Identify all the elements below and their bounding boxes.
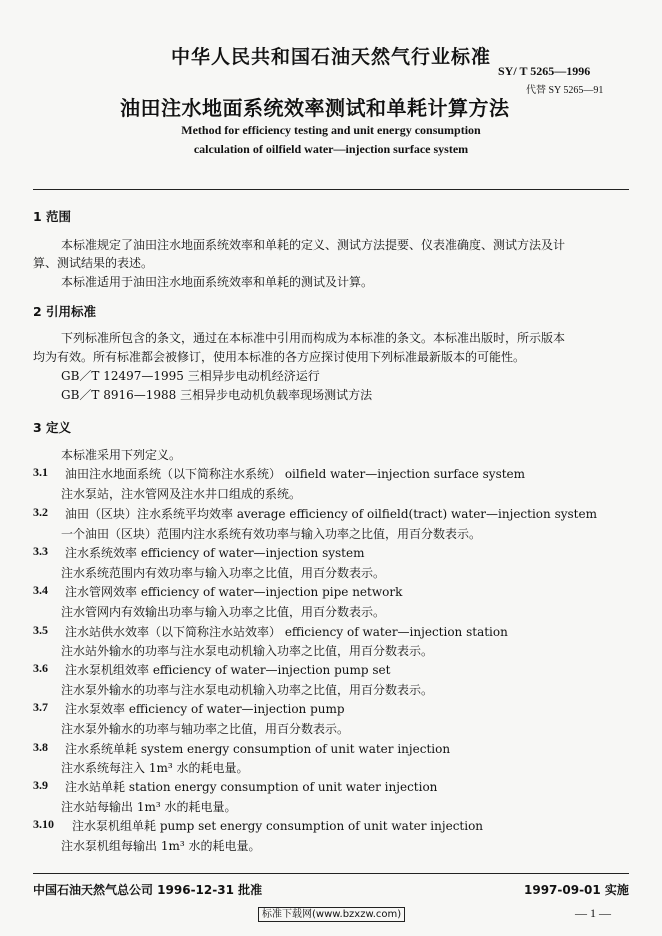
definition-description: 注水站外输水的功率与注水泵电动机输入功率之比值，用百分数表示。 [61,644,434,658]
definition-number: 3.1 [33,465,48,479]
footer-divider [33,873,629,874]
definition-number: 3.9 [33,778,48,792]
definition-term: 注水站单耗 station energy consumption of unit water injection [65,780,438,794]
section-2-heading: 2 引用标准 [33,304,97,319]
standard-number: SY/ T 5265—1996 [498,64,591,78]
watermark-link[interactable]: 标准下载网(www.bzxzw.com) [258,907,405,922]
definition-term: 注水泵机组效率 efficiency of water—injection pump set [65,663,391,677]
definition-term: 注水系统效率 efficiency of water—injection system [65,546,365,560]
definition-number: 3.4 [33,583,48,597]
definition-number: 3.3 [33,544,48,558]
definition-number: 3.8 [33,740,48,754]
page-number: — 1 — [575,906,611,920]
section-3-intro: 本标准采用下列定义。 [61,448,182,462]
definition-number: 3.10 [33,817,54,831]
definition-description: 注水站每输出 1m³ 水的耗电量。 [61,800,237,814]
definition-term: 油田注水地面系统（以下简称注水系统） oilfield water—injection surface system [65,467,526,481]
definition-description: 注水泵外输水的功率与注水泵电动机输入功率之比值，用百分数表示。 [61,683,434,697]
section-3-heading: 3 定义 [33,420,72,435]
definition-description: 注水系统每注入 1m³ 水的耗电量。 [61,761,249,775]
header-divider [33,189,629,190]
replaces-standard: 代替 SY 5265—91 [526,85,604,96]
effective-date: 1997-09-01 实施 [524,883,629,897]
section-1-heading: 1 范围 [33,209,72,224]
section-2-paragraph-line-2: 均为有效。所有标准都会被修订，使用本标准的各方应探讨使用下列标准最新版本的可能性。 [33,350,526,364]
definition-description: 注水系统范围内有效功率与输入功率之比值，用百分数表示。 [61,566,386,580]
definition-term: 注水管网效率 efficiency of water—injection pipe network [65,585,403,599]
definition-number: 3.5 [33,623,48,637]
definition-description: 注水泵机组每输出 1m³ 水的耗电量。 [61,839,261,853]
definition-description: 注水管网内有效输出功率与输入功率之比值，用百分数表示。 [61,605,386,619]
english-title-line-1: Method for efficiency testing and unit energy consumption [181,123,481,137]
definition-number: 3.7 [33,700,48,714]
definition-number: 3.2 [33,505,48,519]
definition-term: 注水站供水效率（以下简称注水站效率） efficiency of water—injection station [65,625,508,639]
section-1-paragraph-1-line-2: 算、测试结果的表述。 [33,256,154,270]
definition-number: 3.6 [33,661,48,675]
definition-term: 注水泵机组单耗 pump set energy consumption of unit water injection [72,819,484,833]
definition-term: 油田（区块）注水系统平均效率 average efficiency of oilfield(tract) water—injection system [65,507,597,521]
definition-description: 注水泵站，注水管网及注水井口组成的系统。 [61,487,302,501]
reference-standard-1: GB／T 12497—1995 三相异步电动机经济运行 [61,369,320,383]
definition-term: 注水系统单耗 system energy consumption of unit water injection [65,742,451,756]
definition-description: 注水泵外输水的功率与轴功率之比值，用百分数表示。 [61,722,350,736]
document-title: 油田注水地面系统效率测试和单耗计算方法 [120,96,510,120]
approval-date: 中国石油天然气总公司 1996-12-31 批准 [33,883,263,897]
section-1-paragraph-2: 本标准适用于油田注水地面系统效率和单耗的测试及计算。 [61,275,374,289]
definition-term: 注水泵效率 efficiency of water—injection pump [65,702,345,716]
header-organization: 中华人民共和国石油天然气行业标准 [170,46,491,68]
english-title-line-2: calculation of oilfield water—injection surface system [193,142,469,156]
reference-standard-2: GB／T 8916—1988 三相异步电动机负载率现场测试方法 [61,388,373,402]
definition-description: 一个油田（区块）范围内注水系统有效功率与输入功率之比值，用百分数表示。 [61,527,482,541]
section-2-paragraph-line-1: 下列标准所包含的条文，通过在本标准中引用而构成为本标准的条文。本标准出版时，所示版本 [61,331,566,345]
section-1-paragraph-1-line-1: 本标准规定了油田注水地面系统效率和单耗的定义、测试方法提要、仪表准确度、测试方法及计 [61,238,566,252]
